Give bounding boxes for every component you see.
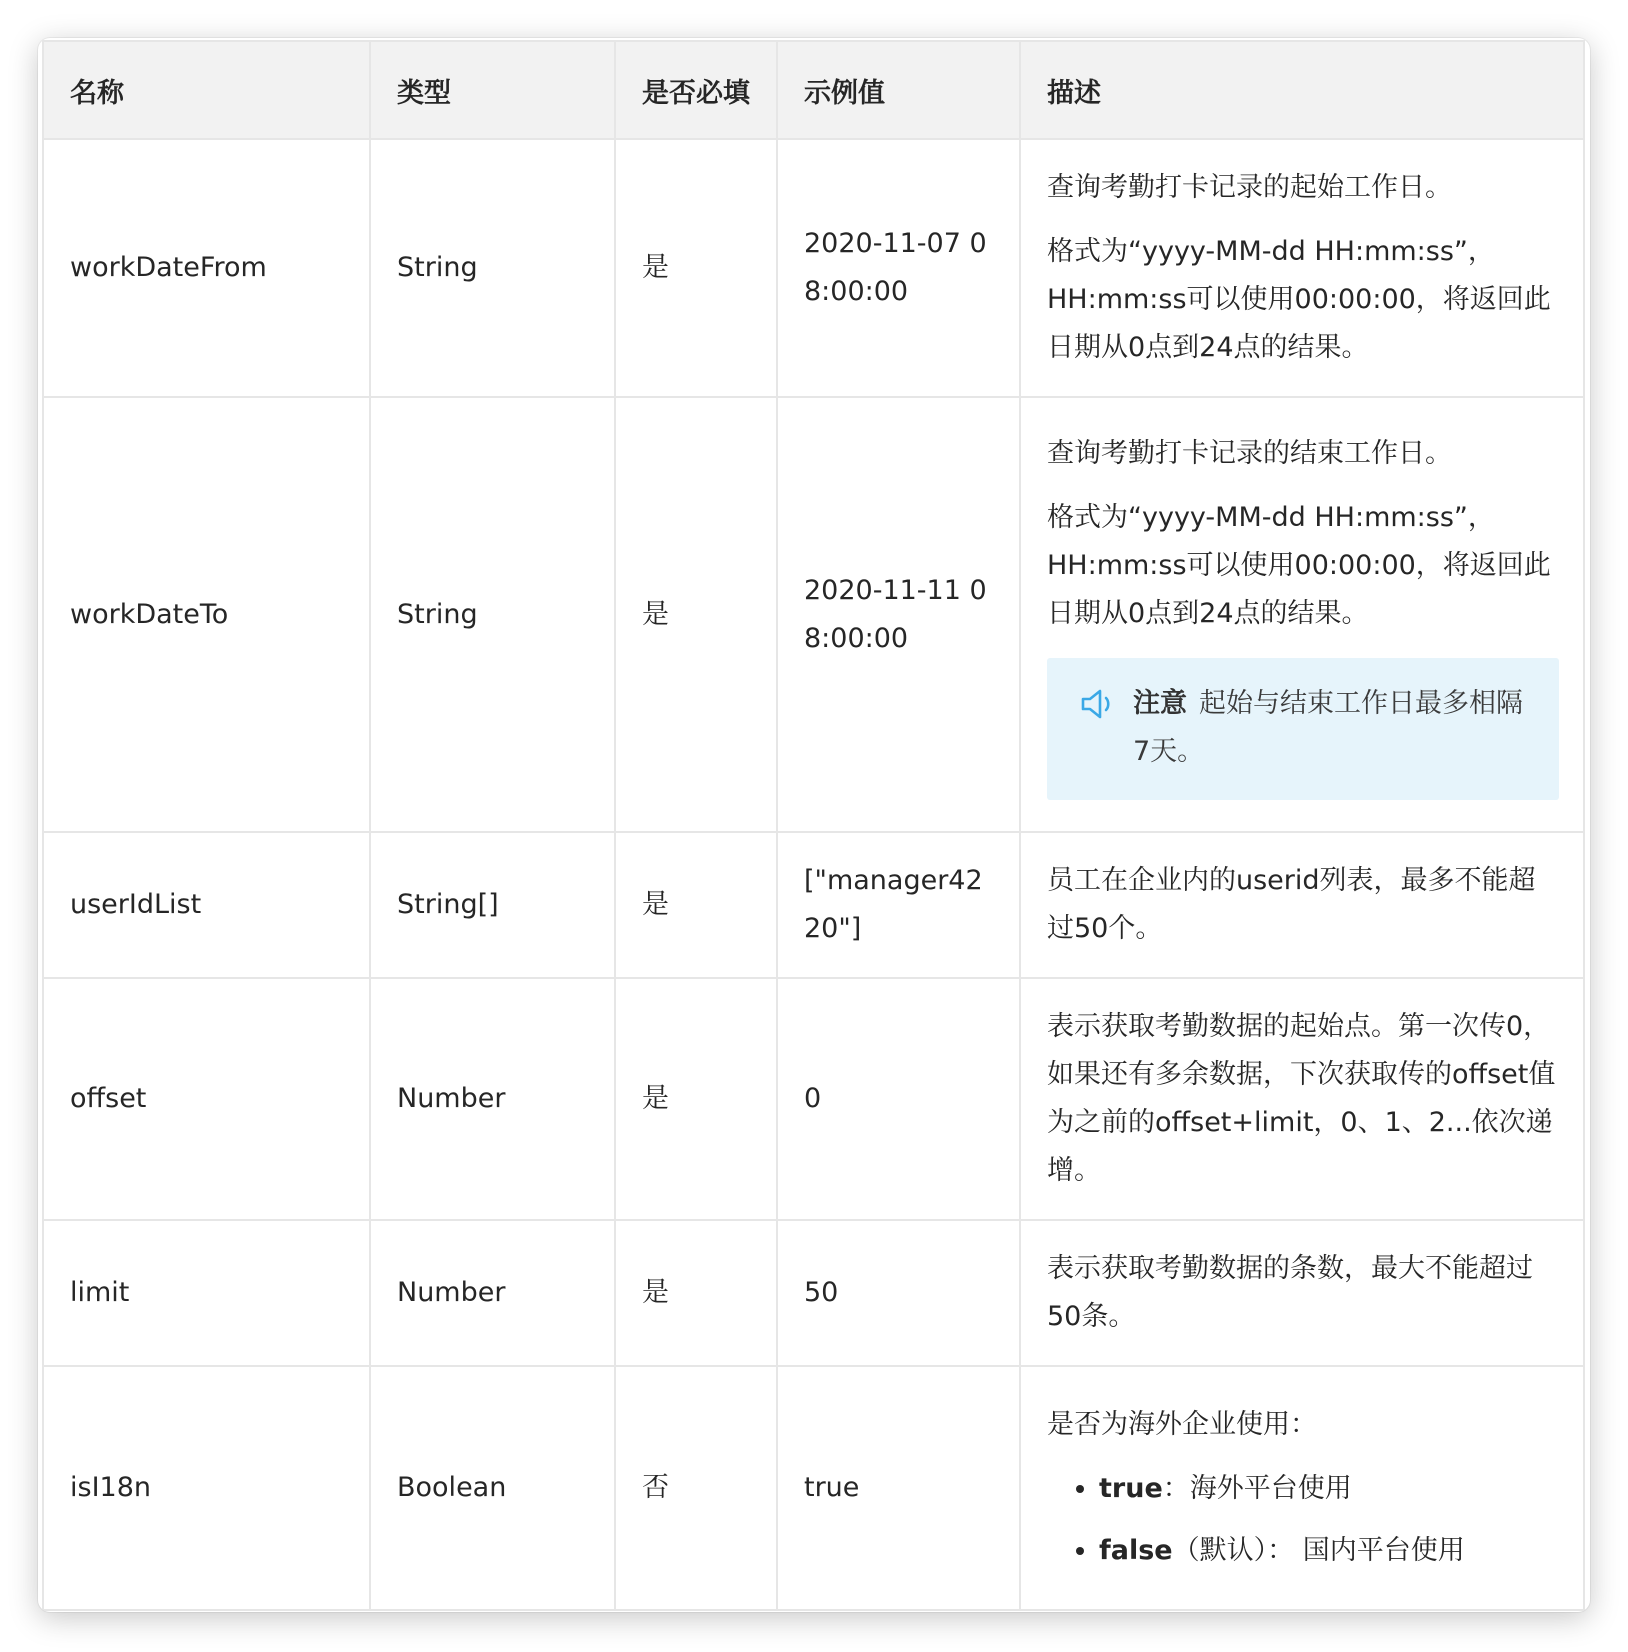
speaker-icon: [1077, 684, 1117, 724]
option-key: true: [1099, 1473, 1163, 1504]
option-list: [1047, 1465, 1559, 1575]
description-text: 员工在企业内的userid列表，最多不能超过50个。: [1047, 865, 1536, 944]
cell-example: ["manager4220"]: [777, 832, 1020, 978]
cell-description: [1020, 1220, 1584, 1366]
table-row: [43, 978, 1584, 1220]
note-callout: [1047, 658, 1559, 800]
cell-type: String[]: [370, 832, 615, 978]
header-example: 示例值: [777, 41, 1020, 139]
cell-type: Boolean: [370, 1366, 615, 1610]
cell-example: 50: [777, 1220, 1020, 1366]
cell-description: [1020, 832, 1584, 978]
cell-description: [1020, 139, 1584, 397]
description-format: 格式为“yyyy-MM-dd HH:mm:ss”，HH:mm:ss可以使用00:00:00，将返回此日期从0点到24点的结果。: [1047, 236, 1551, 363]
cell-name: userIdList: [43, 832, 370, 978]
cell-required: 是: [615, 139, 777, 397]
description-text: 查询考勤打卡记录的结束工作日。: [1047, 437, 1452, 469]
description-text: 表示获取考勤数据的起始点。第一次传0，如果还有多余数据，下次获取传的offset值为之前的offset+limit，0、1、2...依次递增。: [1047, 1011, 1556, 1186]
window-frame: [38, 38, 1590, 1612]
cell-name: offset: [43, 978, 370, 1220]
cell-example: 2020-11-11 08:00:00: [777, 397, 1020, 832]
cell-type: String: [370, 139, 615, 397]
cell-required: 是: [615, 978, 777, 1220]
table-row: [43, 139, 1584, 397]
cell-name: workDateFrom: [43, 139, 370, 397]
header-description: 描述: [1020, 41, 1584, 139]
option-item: [1099, 1527, 1559, 1575]
table-row: [43, 1366, 1584, 1610]
cell-type: Number: [370, 978, 615, 1220]
cell-type: Number: [370, 1220, 615, 1366]
option-text: ：海外平台使用: [1162, 1473, 1352, 1504]
description-text: 是否为海外企业使用：: [1047, 1409, 1317, 1440]
description-format: 格式为“yyyy-MM-dd HH:mm:ss”，HH:mm:ss可以使用00:00:00，将返回此日期从0点到24点的结果。: [1047, 501, 1551, 629]
note-label: 注意: [1133, 687, 1187, 719]
parameters-table: [42, 40, 1585, 1611]
option-text: （默认）： 国内平台使用: [1172, 1535, 1465, 1566]
note-text: 起始与结束工作日最多相隔7天。: [1133, 687, 1523, 767]
note-body: [1133, 680, 1531, 776]
header-required: 是否必填: [615, 41, 777, 139]
cell-required: 是: [615, 397, 777, 832]
description-text: 查询考勤打卡记录的起始工作日。: [1047, 172, 1452, 203]
cell-example: true: [777, 1366, 1020, 1610]
cell-type: String: [370, 397, 615, 832]
cell-required: 是: [615, 1220, 777, 1366]
table-row: [43, 832, 1584, 978]
option-key: false: [1099, 1535, 1173, 1566]
cell-required: 否: [615, 1366, 777, 1610]
header-name: 名称: [43, 41, 370, 139]
table-row: [43, 397, 1584, 832]
cell-name: limit: [43, 1220, 370, 1366]
header-type: 类型: [370, 41, 615, 139]
option-item: [1099, 1465, 1559, 1513]
cell-required: 是: [615, 832, 777, 978]
cell-description: [1020, 397, 1584, 832]
cell-example: 0: [777, 978, 1020, 1220]
cell-name: workDateTo: [43, 397, 370, 832]
cell-example: 2020-11-07 08:00:00: [777, 139, 1020, 397]
table-header-row: [43, 41, 1584, 139]
cell-name: isI18n: [43, 1366, 370, 1610]
cell-description: [1020, 1366, 1584, 1610]
description-text: 表示获取考勤数据的条数，最大不能超过50条。: [1047, 1253, 1533, 1332]
table-row: [43, 1220, 1584, 1366]
cell-description: [1020, 978, 1584, 1220]
